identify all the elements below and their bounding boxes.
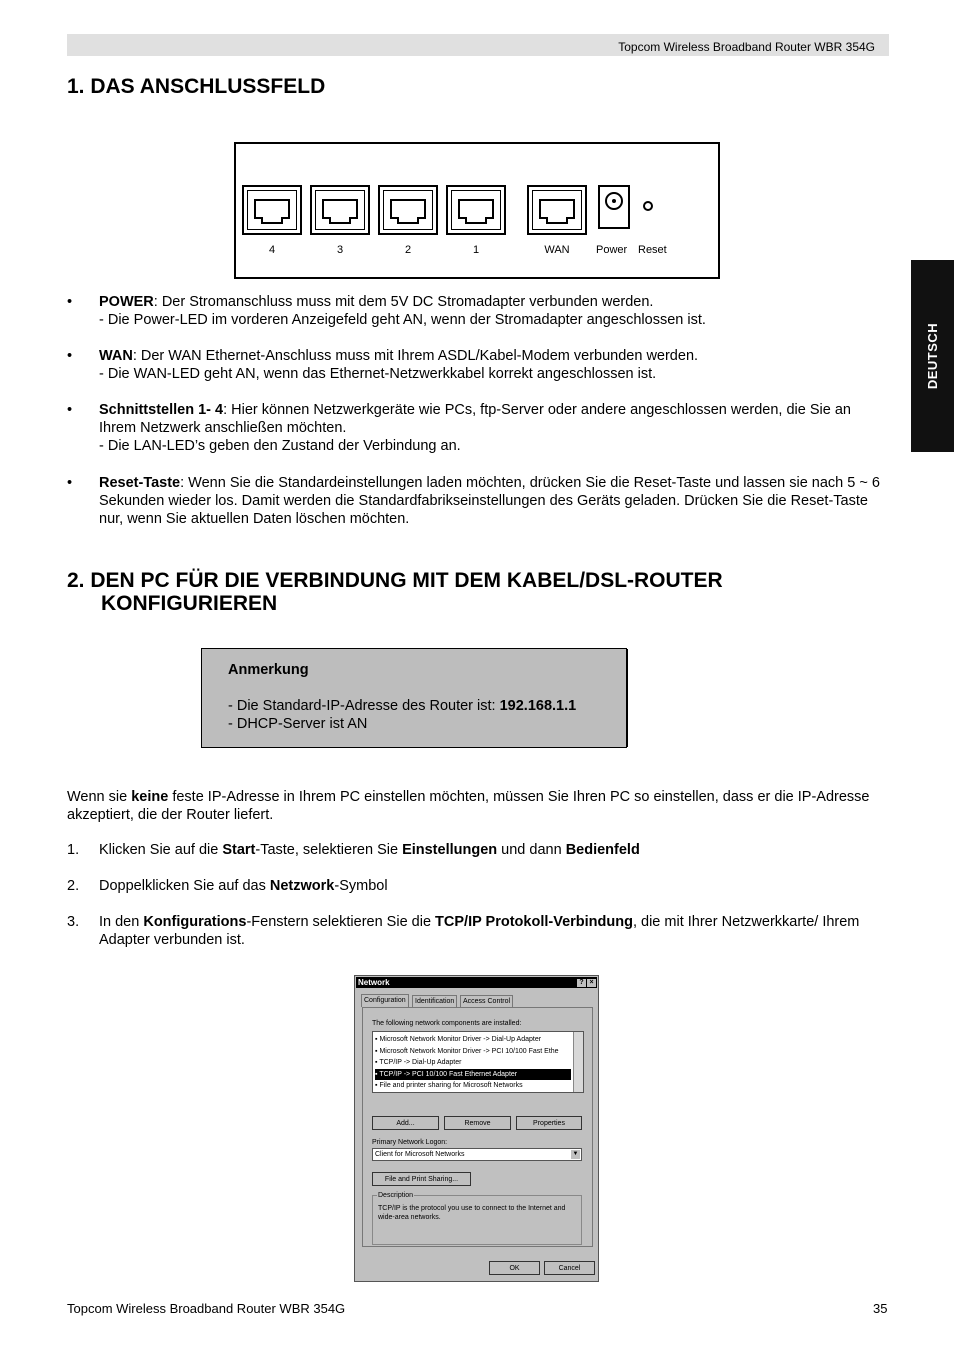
step-text: Klicken Sie auf die bbox=[99, 842, 223, 858]
port-label: WAN bbox=[544, 244, 570, 256]
note-box bbox=[201, 648, 627, 748]
reset-label: Reset bbox=[638, 244, 667, 256]
remove-button[interactable]: Remove bbox=[444, 1116, 511, 1130]
section-2-title-line-1: 2. DEN PC FÜR DIE VERBINDUNG MIT DEM KABEL/DSL-ROUTER bbox=[67, 569, 723, 592]
step-bold-term: Konfigurations bbox=[143, 914, 247, 930]
bullet-power bbox=[67, 293, 889, 333]
footer-title: Topcom Wireless Broadband Router WBR 354G bbox=[67, 1301, 346, 1316]
step-text: , die mit Ihrer Netzwerkkarte/ Ihrem Adapter verbunden ist. bbox=[99, 914, 860, 948]
list-item-label: TCP/IP -> PCI 10/100 Fast Ethernet Adapter bbox=[379, 1070, 518, 1078]
help-icon[interactable]: ? bbox=[577, 979, 586, 987]
language-label: DEUTSCH bbox=[924, 322, 940, 390]
dialog-titlebar bbox=[356, 977, 597, 988]
step-text: Doppelklicken Sie auf das bbox=[99, 878, 270, 894]
list-item[interactable] bbox=[375, 1046, 571, 1057]
lan-port-icon bbox=[242, 185, 302, 235]
close-icon[interactable]: × bbox=[587, 979, 596, 987]
properties-button[interactable]: Properties bbox=[516, 1116, 582, 1130]
tab-identification[interactable]: Identification bbox=[412, 995, 457, 1007]
header-bar bbox=[67, 34, 889, 56]
bullet-text: : Hier können Netzwerkgeräte wie PCs, ftp-Server oder andere angeschlossen werden, die Sie an Ihrem Netzwerk anschließen möchten. bbox=[99, 402, 851, 436]
intro-text: Wenn sie bbox=[67, 789, 132, 805]
primary-logon-select[interactable] bbox=[372, 1148, 582, 1161]
note-ip-address: 192.168.1.1 bbox=[499, 698, 577, 714]
section-2-title-line-2: KONFIGURIEREN bbox=[101, 592, 278, 615]
note-title: Anmerkung bbox=[228, 662, 309, 678]
port-label: 3 bbox=[336, 244, 344, 256]
step-number: 2. bbox=[67, 878, 80, 894]
bullet-dot: • bbox=[67, 402, 73, 418]
list-item-label: File and printer sharing for Microsoft Networks bbox=[379, 1082, 523, 1089]
language-side-tab bbox=[911, 260, 954, 452]
note-line-dhcp: - DHCP-Server ist AN bbox=[228, 716, 368, 732]
bullet-term: WAN bbox=[99, 348, 133, 364]
list-item[interactable] bbox=[375, 1034, 571, 1045]
network-component-icon: ▪ bbox=[375, 1082, 380, 1089]
bullet-detail: - Die Power-LED im vorderen Anzeigefeld geht AN, wenn der Stromadapter angeschlossen ist. bbox=[99, 312, 706, 328]
connection-panel-diagram bbox=[234, 142, 720, 279]
intro-bold: keine bbox=[131, 789, 169, 805]
step-text: -Fenstern selektieren Sie die bbox=[246, 914, 436, 930]
file-print-sharing-button[interactable]: File and Print Sharing... bbox=[372, 1172, 471, 1186]
step-bold-term: Start bbox=[222, 842, 256, 858]
bullet-detail: - Die WAN-LED geht AN, wenn das Ethernet-Netzwerkkabel korrekt angeschlossen ist. bbox=[99, 366, 657, 382]
power-jack-icon bbox=[598, 185, 630, 229]
network-component-icon: ▪ bbox=[375, 1036, 380, 1043]
step-text: und dann bbox=[497, 842, 566, 858]
step-text: In den bbox=[99, 914, 144, 930]
list-item[interactable] bbox=[375, 1057, 571, 1068]
description-text: TCP/IP is the protocol you use to connect to the Internet and wide-area networks. bbox=[378, 1205, 566, 1221]
bullet-term: Schnittstellen 1- 4 bbox=[99, 402, 224, 418]
list-item-label: Microsoft Network Monitor Driver -> Dial-Up Adapter bbox=[379, 1036, 542, 1043]
power-label: Power bbox=[596, 244, 628, 256]
lan-port-icon bbox=[446, 185, 506, 235]
bullet-dot: • bbox=[67, 348, 73, 364]
note-ip-prefix: - Die Standard-IP-Adresse des Router ist: bbox=[228, 698, 500, 714]
page-number: 35 bbox=[873, 1301, 888, 1316]
tab-access-control[interactable]: Access Control bbox=[460, 995, 513, 1007]
components-listbox[interactable] bbox=[372, 1031, 584, 1093]
intro-text-rest: feste IP-Adresse in Ihrem PC einstellen möchten, müssen Sie Ihren PC so einstellen, dass er die IP-Adresse akzeptiert, die der Router liefert. bbox=[67, 789, 870, 823]
bullet-dot: • bbox=[67, 475, 73, 491]
ok-button[interactable]: OK bbox=[489, 1261, 540, 1275]
add-button[interactable]: Add... bbox=[372, 1116, 439, 1130]
bullet-text: : Der Stromanschluss muss mit dem 5V DC Stromadapter verbunden werden. bbox=[153, 294, 654, 310]
logon-value: Client for Microsoft Networks bbox=[375, 1151, 465, 1158]
wan-port-icon bbox=[527, 185, 587, 235]
list-item-label: TCP/IP -> Dial-Up Adapter bbox=[379, 1059, 462, 1066]
bullet-text: : Der WAN Ethernet-Anschluss muss mit Ihrem ASDL/Kabel-Modem verbunden werden. bbox=[132, 348, 699, 364]
bullet-text: : Wenn Sie die Standardeinstellungen laden möchten, drücken Sie die Reset-Taste und lassen sie nach 5 ~ 6 Sekunden wieder los. Damit werden die Standardfabrikseinstellungen des Geräts geladen. Drücken Sie die Reset-Taste nur, wenn Sie aktuellen Daten löschen möchten. bbox=[99, 475, 880, 527]
cancel-button[interactable]: Cancel bbox=[544, 1261, 595, 1275]
step-bold-term: Netzwork bbox=[269, 878, 335, 894]
step-text: -Symbol bbox=[334, 878, 388, 894]
step-text: -Taste, selektieren Sie bbox=[255, 842, 403, 858]
bullet-wan bbox=[67, 347, 889, 387]
list-item-label: Microsoft Network Monitor Driver -> PCI 10/100 Fast Ethe bbox=[379, 1047, 559, 1055]
port-label: 4 bbox=[268, 244, 276, 256]
reset-button-icon bbox=[643, 201, 653, 211]
step-bold-term: TCP/IP Protokoll-Verbindung bbox=[435, 914, 633, 930]
header-title: Topcom Wireless Broadband Router WBR 354G bbox=[618, 40, 875, 54]
description-group bbox=[372, 1192, 582, 1245]
step-number: 3. bbox=[67, 914, 80, 930]
description-label: Description bbox=[378, 1192, 414, 1199]
dialog-title: Network bbox=[358, 978, 390, 987]
step-bold-term: Einstellungen bbox=[402, 842, 498, 858]
note-line-ip bbox=[228, 697, 576, 715]
bullet-dot: • bbox=[67, 294, 73, 310]
components-label: The following network components are installed: bbox=[372, 1020, 522, 1027]
list-item[interactable] bbox=[375, 1069, 571, 1080]
step-bold-term: Bedienfeld bbox=[565, 842, 640, 858]
bullet-detail: - Die LAN-LED’s geben den Zustand der Verbindung an. bbox=[99, 438, 461, 454]
logon-label: Primary Network Logon: bbox=[372, 1139, 448, 1146]
listbox-scrollbar[interactable] bbox=[573, 1032, 583, 1092]
network-component-icon: ▪ bbox=[375, 1047, 380, 1055]
chevron-down-icon[interactable]: ▼ bbox=[572, 1151, 579, 1157]
bullet-interfaces bbox=[67, 401, 889, 459]
network-component-icon: ▪ bbox=[375, 1070, 380, 1078]
intro-paragraph bbox=[67, 788, 889, 824]
section-1-title: 1. DAS ANSCHLUSSFELD bbox=[67, 75, 326, 98]
list-item[interactable] bbox=[375, 1080, 571, 1091]
port-label: 2 bbox=[404, 244, 412, 256]
network-component-icon: ▪ bbox=[375, 1059, 380, 1066]
bullet-reset bbox=[67, 474, 889, 532]
lan-port-icon bbox=[310, 185, 370, 235]
bullet-term: POWER bbox=[99, 294, 154, 310]
network-dialog-screenshot bbox=[354, 975, 599, 1282]
port-label: 1 bbox=[472, 244, 480, 256]
tab-configuration[interactable]: Configuration bbox=[361, 994, 409, 1007]
step-number: 1. bbox=[67, 842, 80, 858]
lan-port-icon bbox=[378, 185, 438, 235]
bullet-term: Reset-Taste bbox=[99, 475, 181, 491]
